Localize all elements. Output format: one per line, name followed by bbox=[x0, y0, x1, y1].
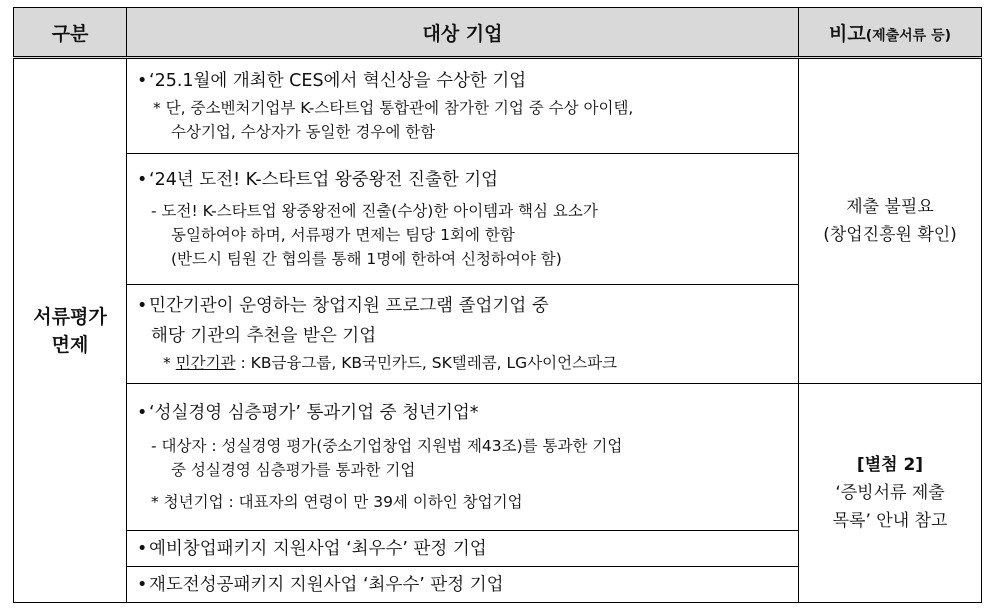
note-line bbox=[137, 351, 788, 375]
remarks-line2: ‘증빙서류 제출 bbox=[835, 483, 945, 503]
bullet-dot: • bbox=[137, 170, 148, 190]
exemption-table bbox=[13, 7, 982, 603]
target-cell-restart bbox=[127, 567, 799, 603]
header-remarks-main: 비고 bbox=[828, 22, 866, 45]
remarks-line1: 제출 불필요 bbox=[846, 197, 934, 217]
target-cell-kstartup bbox=[127, 154, 799, 285]
header-target-companies: 대상 기업 bbox=[127, 8, 799, 58]
category-line1: 서류평가 bbox=[33, 305, 107, 328]
bullet-text bbox=[137, 534, 788, 564]
note-label-underlined: 민간기관 bbox=[175, 354, 236, 372]
bullet-label: ‘24년 도전! K-스타트업 왕중왕전 진출한 기업 bbox=[149, 170, 499, 190]
target-cell-private bbox=[127, 285, 799, 384]
table-row bbox=[14, 58, 982, 154]
bullet-label: 민간기관이 운영하는 창업지원 프로그램 졸업기업 중 bbox=[149, 296, 549, 316]
bullet-dot: • bbox=[137, 71, 148, 91]
bullet-label: 재도전성공패키지 지원사업 ‘최우수’ 판정 기업 bbox=[149, 574, 504, 595]
remarks-line1: [별첨 2] bbox=[856, 455, 924, 475]
header-row bbox=[14, 8, 982, 58]
note-line: - 도전! K-스타트업 왕중왕전에 진출(수상)한 아이템과 핵심 요소가 bbox=[151, 202, 598, 220]
bullet-text bbox=[137, 165, 788, 195]
note-line: 수상기업, 수상자가 동일한 경우에 한함 bbox=[171, 123, 436, 141]
bullet-label: ‘25.1월에 개최한 CES에서 혁신상을 수상한 기업 bbox=[149, 71, 527, 91]
remarks-cell-attachment bbox=[799, 384, 982, 603]
note-line: * 단, 중소벤처기업부 K-스타트업 통합관에 참가한 기업 중 수상 아이템, bbox=[153, 99, 634, 117]
target-cell-integrity bbox=[127, 384, 799, 531]
bullet-dot: • bbox=[137, 538, 148, 559]
note-line: 중 성실경영 심층평가를 통과한 기업 bbox=[171, 461, 416, 479]
remarks-cell-no-submission bbox=[799, 58, 982, 384]
bullet-label: ‘성실경영 심층평가’ 통과기업 중 청년기업* bbox=[149, 403, 479, 423]
table-row bbox=[14, 384, 982, 531]
note-prefix: * bbox=[163, 354, 176, 372]
category-cell bbox=[14, 58, 127, 603]
bullet-dot: • bbox=[137, 296, 148, 316]
bullet-text bbox=[137, 291, 788, 321]
header-category: 구분 bbox=[14, 8, 127, 58]
remarks-line3: 목록’ 안내 참고 bbox=[832, 511, 948, 531]
target-cell-prestartup bbox=[127, 531, 799, 567]
bullet-dot: • bbox=[137, 403, 148, 423]
remarks-line2: (창업진흥원 확인) bbox=[823, 225, 957, 245]
note-line: - 대상자 : 성실경영 평가(중소기업창업 지원법 제43조)를 통과한 기업 bbox=[151, 437, 623, 455]
header-remarks bbox=[799, 8, 982, 58]
note-rest: : KB금융그룹, KB국민카드, SK텔레콤, LG사이언스파크 bbox=[235, 354, 618, 372]
header-remarks-small: (제출서류 등) bbox=[865, 27, 951, 44]
bullet-continuation: 해당 기관의 추천을 받은 기업 bbox=[151, 326, 377, 346]
target-cell-ces bbox=[127, 58, 799, 154]
category-line2: 면제 bbox=[51, 333, 89, 356]
note-line: * 청년기업 : 대표자의 연령이 만 39세 이하인 창업기업 bbox=[151, 493, 523, 511]
note-line: 동일하여야 하며, 서류평가 면제는 팀당 1회에 한함 bbox=[171, 226, 515, 244]
bullet-label: 예비창업패키지 지원사업 ‘최우수’ 판정 기업 bbox=[149, 538, 487, 559]
bullet-text bbox=[137, 570, 788, 600]
bullet-text bbox=[137, 398, 788, 428]
note-line: (반드시 팀원 간 협의를 통해 1명에 한하여 신청하여야 함) bbox=[171, 250, 562, 268]
bullet-text bbox=[137, 66, 788, 96]
bullet-dot: • bbox=[137, 574, 148, 595]
